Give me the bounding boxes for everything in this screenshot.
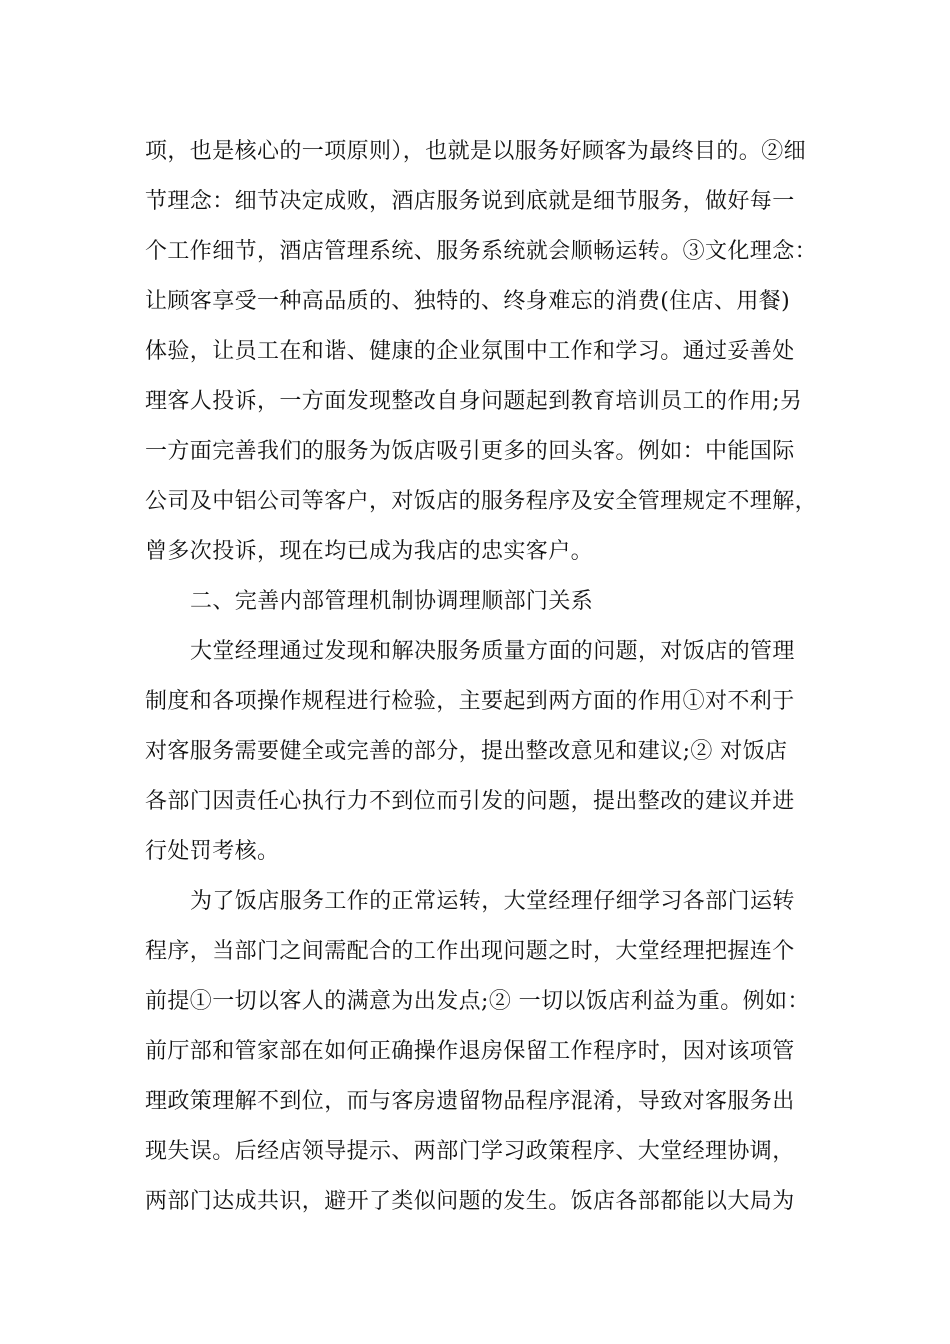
paragraph-line: 曾多次投诉，现在均已成为我店的忠实客户。 (145, 539, 594, 564)
paragraph-line: 个工作细节，酒店管理系统、服务系统就会顺畅运转。③文化理念： (145, 239, 818, 264)
paragraph-line: 让顾客享受一种高品质的、独特的、终身难忘的消费(住店、用餐) (145, 289, 791, 314)
paragraph-line: 节理念：细节决定成败，酒店服务说到底就是细节服务，做好每一 (145, 189, 795, 214)
section-heading: 二、完善内部管理机制协调理顺部门关系 (190, 589, 594, 614)
paragraph-line: 制度和各项操作规程进行检验，主要起到两方面的作用①对不利于 (145, 689, 795, 714)
paragraph-line: 一方面完善我们的服务为饭店吸引更多的回头客。例如：中能国际 (145, 439, 795, 464)
paragraph-line: 项，也是核心的一项原则），也就是以服务好顾客为最终目的。②细 (145, 139, 807, 164)
paragraph-line: 体验，让员工在和谐、健康的企业氛围中工作和学习。通过妥善处 (145, 339, 795, 364)
paragraph-line: 公司及中铝公司等客户，对饭店的服务程序及安全管理规定不理解， (145, 489, 818, 514)
paragraph-line: 为了饭店服务工作的正常运转，大堂经理仔细学习各部门运转 (190, 889, 795, 914)
paragraph-line: 理政策理解不到位，而与客房遗留物品程序混淆，导致对客服务出 (145, 1089, 795, 1114)
paragraph-line: 前提①一切以客人的满意为出发点;② 一切以饭店利益为重。例如： (145, 989, 810, 1014)
paragraph-line: 现失误。后经店领导提示、两部门学习政策程序、大堂经理协调， (145, 1139, 795, 1164)
paragraph-line: 程序，当部门之间需配合的工作出现问题之时，大堂经理把握连个 (145, 939, 795, 964)
paragraph-line: 行处罚考核。 (145, 839, 280, 864)
paragraph-line: 各部门因责任心执行力不到位而引发的问题，提出整改的建议并进 (145, 789, 795, 814)
paragraph-line: 对客服务需要健全或完善的部分，提出整改意见和建议;② 对饭店 (145, 739, 788, 764)
paragraph-line: 理客人投诉，一方面发现整改自身问题起到教育培训员工的作用;另 (145, 389, 803, 414)
paragraph-line: 两部门达成共识，避开了类似问题的发生。饭店各部都能以大局为 (145, 1189, 795, 1214)
paragraph-line: 前厅部和管家部在如何正确操作退房保留工作程序时，因对该项管 (145, 1039, 795, 1064)
paragraph-line: 大堂经理通过发现和解决服务质量方面的问题，对饭店的管理 (190, 639, 795, 664)
